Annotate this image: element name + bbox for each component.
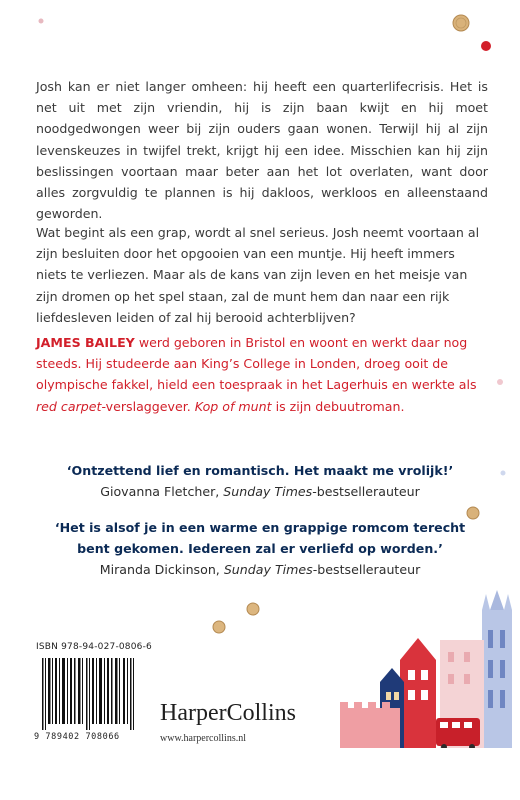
quote-attribution — [40, 481, 480, 502]
author-bio-text: -verslaggever. — [101, 398, 195, 414]
isbn-text: ISBN 978-94-027-0806-6 — [36, 642, 152, 652]
quote-text: ‘Ontzettend lief en romantisch. Het maakt me vrolijk!’ — [66, 463, 454, 478]
author-name: JAMES BAILEY — [36, 335, 135, 350]
blurb-paragraph-2: Wat begint als een grap, wordt al snel serieus. Josh neemt voortaan al zijn besluiten door het opgooien van een muntje. Hij heeft immers niets te verliezen. Maar als de kans van zijn leven en het meisje van zijn dromen op het spel staan, zal de munt hem dan naar een rijk liefdesleven leiden of zal hij berooid achterblijven? — [36, 225, 480, 325]
coin-icon — [212, 620, 226, 634]
book-title: Kop of munt — [194, 398, 272, 414]
author-bio-text: werd geboren in Bristol en woont en werkt daar nog steeds. Hij studeerde aan King’s College in Londen, droeg ooit de olympische fakkel, hield een toespraak in het Lagerhuis en werkte als — [36, 335, 477, 393]
author-bio-italic: red carpet — [36, 398, 102, 414]
bottom-band — [0, 748, 520, 800]
coin-icon — [452, 14, 470, 32]
author-bio-text: is zijn debuutroman. — [271, 398, 405, 414]
quote-text: ‘Het is alsof je in een warme en grappige romcom terecht bent gekomen. Iedereen zal er verliefd op worden.’ — [54, 520, 466, 556]
barcode-number: 9 789402 708066 — [34, 732, 120, 742]
red-dot-icon — [480, 40, 492, 52]
star-icon — [36, 16, 46, 26]
publisher-logo: HarperCollins — [160, 700, 296, 726]
coin-icon — [246, 602, 260, 616]
review-quote — [40, 460, 480, 502]
blurb-paragraph-1: Josh kan er niet langer omheen: hij heeft een quarterlifecrisis. Het is net uit met zijn vriendin, hij is zijn baan kwijt en hij moet noodgedwongen weer bij zijn ouders gaan wonen. Terwijl hij al zijn levenskeuzes in twijfel trekt, krijgt hij een idee. Misschien kan hij zijn beslissingen voortaan maar beter aan het lot overlaten, want door alles zorgvuldig te plannen is hij dakloos, werkloos en alleenstaand geworden. — [36, 79, 488, 222]
quote-source: Sunday Times — [223, 562, 313, 577]
quote-attribution — [40, 559, 480, 580]
dot-icon — [496, 378, 504, 386]
quote-author: Miranda Dickinson, — [99, 562, 224, 577]
quote-suffix: -bestsellerauteur — [312, 562, 421, 577]
dot-icon — [500, 470, 506, 476]
city-skyline-illustration — [340, 590, 520, 750]
review-quote — [40, 517, 480, 580]
quote-author: Giovanna Fletcher, — [100, 484, 224, 499]
barcode — [40, 658, 136, 730]
author-bio — [36, 332, 488, 417]
quote-source: Sunday Times — [223, 484, 313, 499]
publisher-website[interactable]: www.harpercollins.nl — [160, 733, 246, 744]
quote-suffix: -bestsellerauteur — [312, 484, 420, 499]
